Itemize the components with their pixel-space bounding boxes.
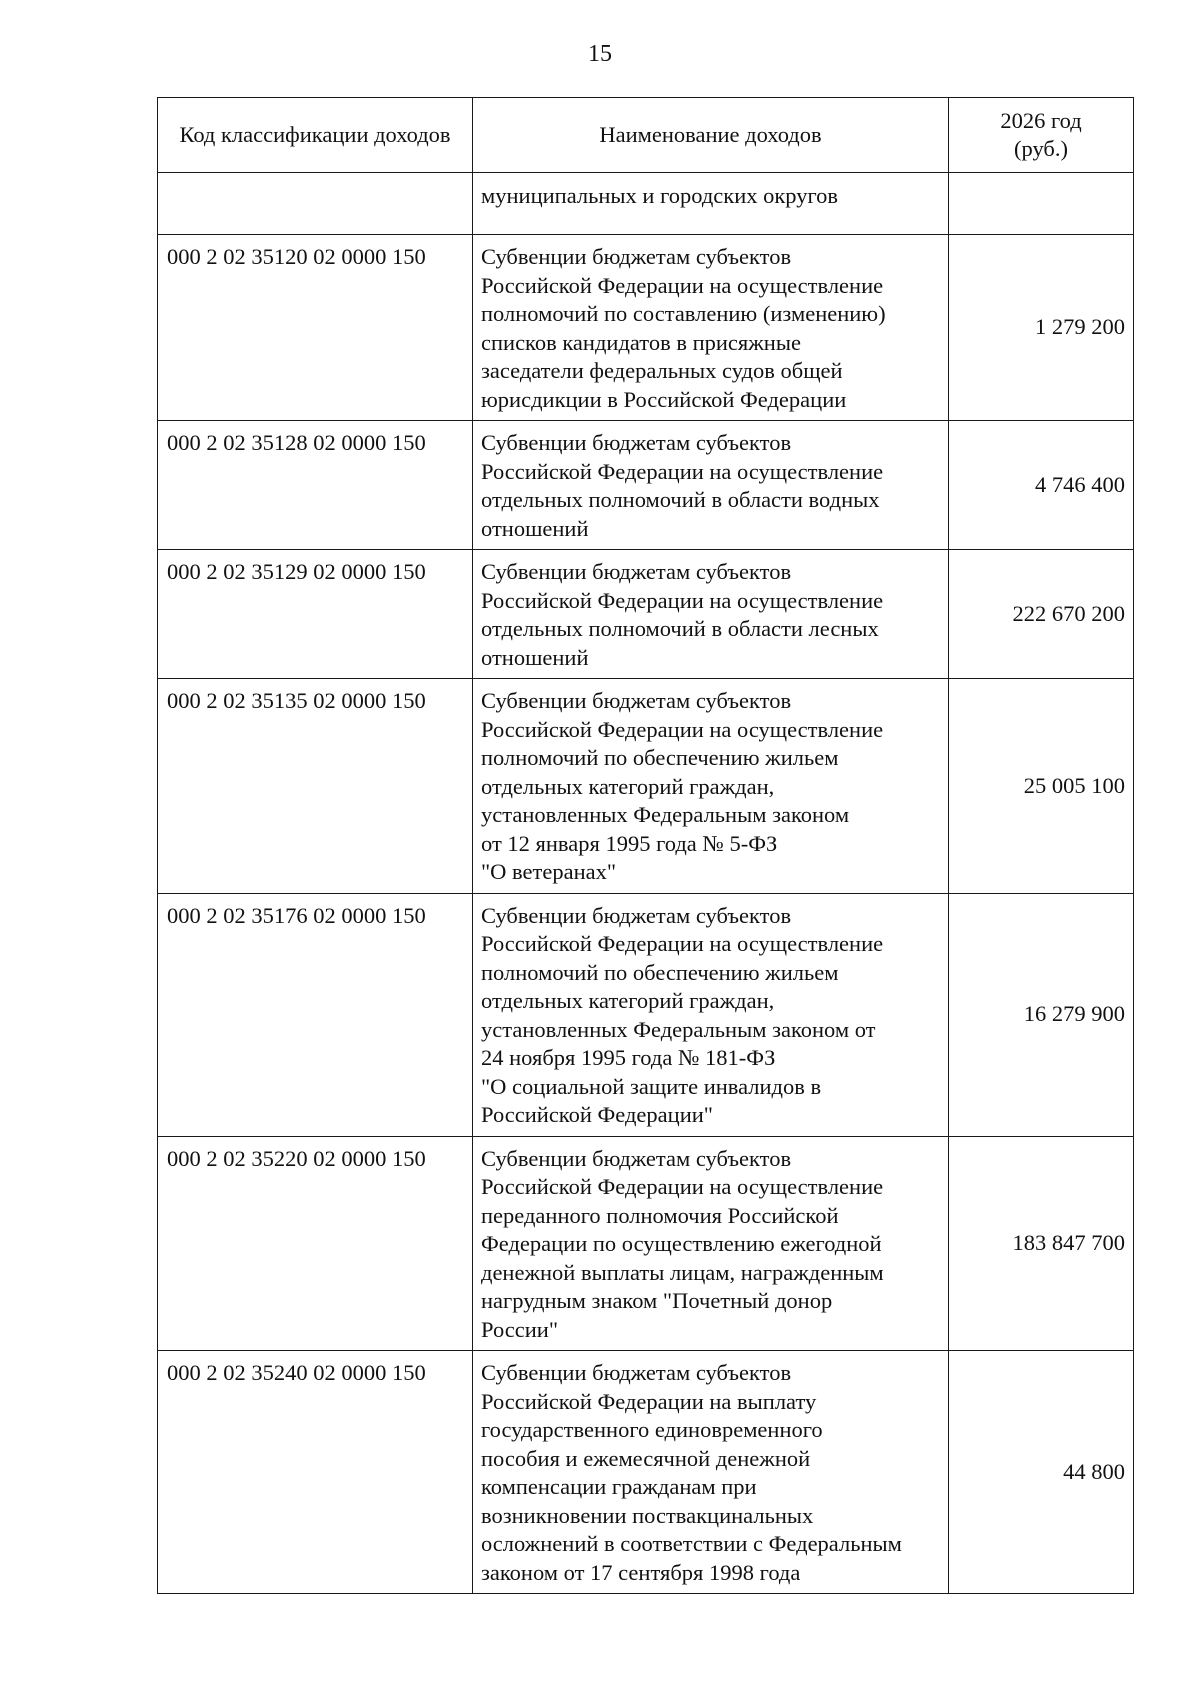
- revenue-name-line: Российской Федерации на осуществление: [481, 272, 884, 298]
- revenue-name-line: законом от 17 сентября 1998 года: [481, 1559, 801, 1585]
- revenue-name-line: "О ветеранах": [481, 859, 617, 884]
- revenue-amount-cell: 1 279 200: [949, 235, 1134, 421]
- table-row: [158, 1136, 1134, 1351]
- revenue-amount-cell: 25 005 100: [949, 679, 1134, 894]
- revenue-name-cell: [473, 893, 949, 1136]
- revenue-code-cell: 000 2 02 35240 02 0000 150: [158, 1351, 473, 1594]
- revenue-name-line: полномочий по обеспечению жильем: [481, 959, 839, 985]
- table-row: [158, 235, 1134, 421]
- revenue-code-cell: 000 2 02 35176 02 0000 150: [158, 893, 473, 1136]
- table-row: [158, 679, 1134, 894]
- revenue-name-line: от 12 января 1995 года № 5-ФЗ: [481, 830, 778, 856]
- revenue-code-cell: 000 2 02 35129 02 0000 150: [158, 550, 473, 679]
- revenue-name-line: отношений: [481, 515, 589, 541]
- revenue-name-line: полномочий по составлению (изменению): [481, 301, 886, 326]
- revenue-name-line: Российской Федерации": [481, 1102, 713, 1127]
- revenue-name-line: Субвенции бюджетам субъектов: [481, 1360, 792, 1385]
- revenue-name-line: переданного полномочия Российской: [481, 1202, 839, 1228]
- revenue-name-line: установленных Федеральным законом: [481, 802, 850, 827]
- revenue-name-line: Федерации по осуществлению ежегодной: [481, 1231, 882, 1256]
- continuation-amount-cell: [949, 173, 1134, 235]
- table-row: [158, 893, 1134, 1136]
- revenue-name-cell: [473, 1351, 949, 1594]
- continuation-code-cell: [158, 173, 473, 235]
- revenue-name-line: отдельных полномочий в области водных: [481, 487, 880, 512]
- revenue-name-line: Российской Федерации на осуществление: [481, 931, 884, 956]
- revenue-name-line: отдельных полномочий в области лесных: [481, 616, 879, 641]
- revenue-name-line: возникновении поствакцинальных: [481, 1502, 814, 1528]
- revenue-name-cell: [473, 679, 949, 894]
- revenue-name-line: отдельных категорий граждан,: [481, 988, 775, 1013]
- revenue-amount-cell: 44 800: [949, 1351, 1134, 1594]
- revenue-name-line: списков кандидатов в присяжные: [481, 329, 801, 355]
- table-header-row: [158, 98, 1134, 173]
- table-row: [158, 421, 1134, 550]
- header-code: Код классификации доходов: [158, 98, 473, 173]
- revenue-name-line: Субвенции бюджетам субъектов: [481, 688, 792, 713]
- revenue-code-cell: 000 2 02 35135 02 0000 150: [158, 679, 473, 894]
- revenue-name-line: пособия и ежемесячной денежной: [481, 1445, 811, 1471]
- revenue-name-line: Российской Федерации на осуществление: [481, 458, 884, 484]
- header-amount-year: 2026 год: [1000, 107, 1082, 133]
- revenue-name-line: Российской Федерации на осуществление: [481, 587, 884, 613]
- revenue-table: [157, 97, 1134, 1594]
- revenue-code-cell: 000 2 02 35128 02 0000 150: [158, 421, 473, 550]
- continuation-name-cell: муниципальных и городских округов: [473, 173, 949, 235]
- revenue-name-line: Субвенции бюджетам субъектов: [481, 430, 792, 455]
- revenue-name-line: заседатели федеральных судов общей: [481, 358, 843, 383]
- revenue-name-line: установленных Федеральным законом от: [481, 1016, 876, 1042]
- revenue-name-line: 24 ноября 1995 года № 181-ФЗ: [481, 1045, 776, 1070]
- revenue-code-cell: 000 2 02 35220 02 0000 150: [158, 1136, 473, 1351]
- continuation-row: [158, 173, 1134, 235]
- page-number: 15: [588, 41, 612, 67]
- revenue-name-line: денежной выплаты лицам, награжденным: [481, 1259, 884, 1285]
- revenue-name-line: компенсации гражданам при: [481, 1474, 757, 1499]
- revenue-name-line: отдельных категорий граждан,: [481, 773, 775, 799]
- table-row: [158, 1351, 1134, 1594]
- revenue-name-line: нагрудным знаком "Почетный донор: [481, 1288, 833, 1313]
- revenue-name-line: Субвенции бюджетам субъектов: [481, 902, 792, 928]
- header-amount: [949, 98, 1134, 173]
- revenue-name-line: Субвенции бюджетам субъектов: [481, 244, 792, 269]
- revenue-name-cell: [473, 421, 949, 550]
- revenue-amount-cell: 16 279 900: [949, 893, 1134, 1136]
- revenue-name-line: Российской Федерации на выплату: [481, 1388, 817, 1414]
- revenue-name-cell: [473, 1136, 949, 1351]
- revenue-name-cell: [473, 550, 949, 679]
- revenue-name-line: осложнений в соответствии с Федеральным: [481, 1531, 902, 1556]
- header-amount-unit: (руб.): [1014, 136, 1068, 161]
- revenue-name-line: "О социальной защите инвалидов в: [481, 1073, 822, 1099]
- revenue-name-line: отношений: [481, 644, 589, 670]
- table-row: [158, 550, 1134, 679]
- revenue-name-line: Российской Федерации на осуществление: [481, 1174, 884, 1199]
- revenue-name-line: государственного единовременного: [481, 1417, 823, 1442]
- table-body: [158, 173, 1134, 1594]
- revenue-amount-cell: 4 746 400: [949, 421, 1134, 550]
- revenue-name-line: Российской Федерации на осуществление: [481, 716, 884, 742]
- header-name: Наименование доходов: [473, 98, 949, 173]
- revenue-name-cell: [473, 235, 949, 421]
- revenue-code-cell: 000 2 02 35120 02 0000 150: [158, 235, 473, 421]
- revenue-name-line: России": [481, 1316, 559, 1342]
- revenue-amount-cell: 183 847 700: [949, 1136, 1134, 1351]
- revenue-name-line: Субвенции бюджетам субъектов: [481, 559, 792, 584]
- revenue-name-line: Субвенции бюджетам субъектов: [481, 1145, 792, 1171]
- revenue-name-line: полномочий по обеспечению жильем: [481, 745, 839, 770]
- revenue-amount-cell: 222 670 200: [949, 550, 1134, 679]
- revenue-name-line: юрисдикции в Российской Федерации: [481, 386, 847, 412]
